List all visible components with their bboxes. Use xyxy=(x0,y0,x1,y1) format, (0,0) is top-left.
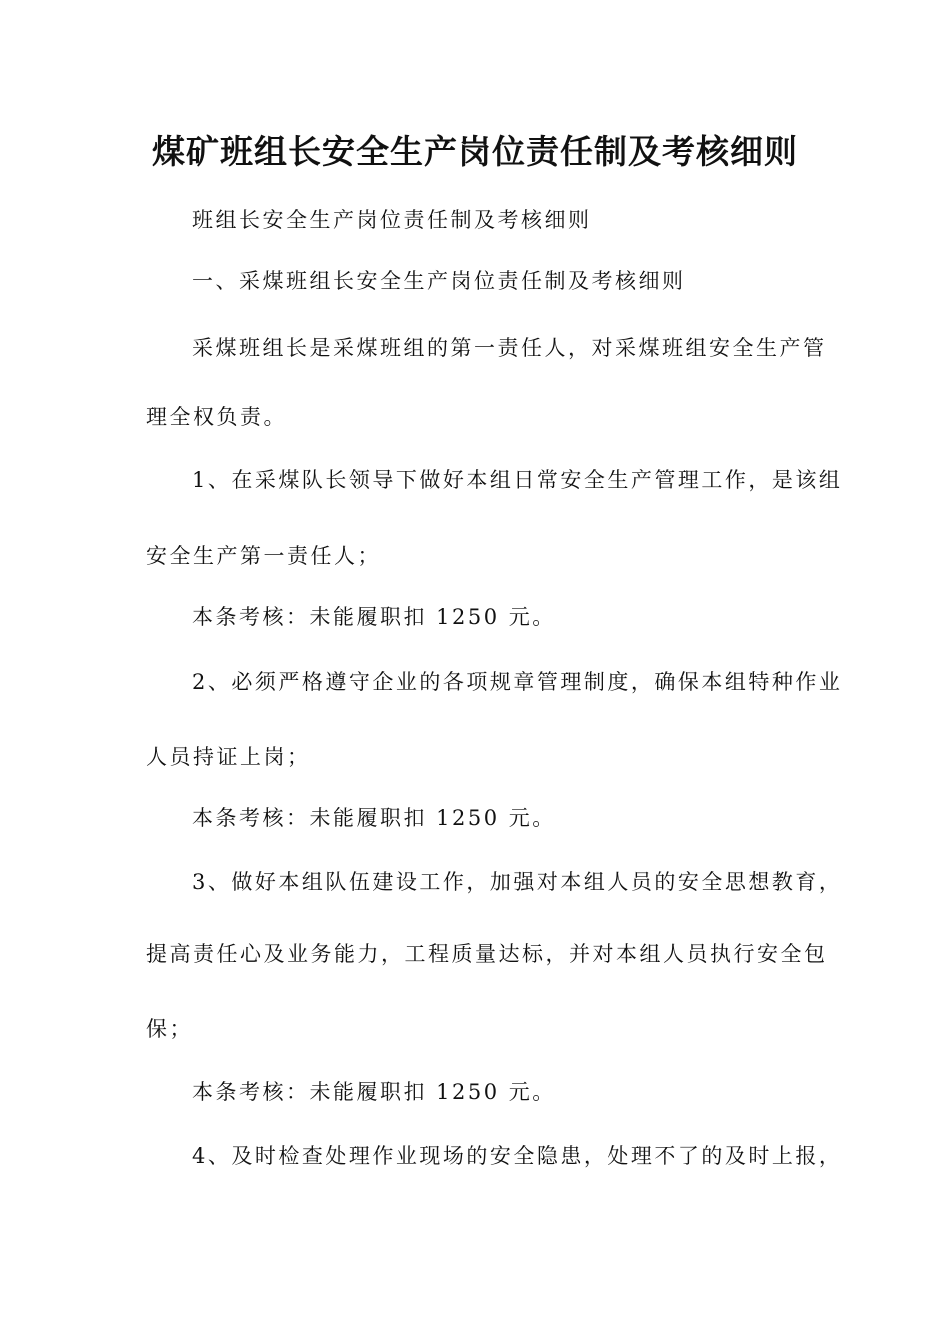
clause-line: 2、必须严格遵守企业的各项规章管理制度，确保本组特种作业 xyxy=(192,670,843,694)
clause-line: 3、做好本组队伍建设工作，加强对本组人员的安全思想教育， xyxy=(192,870,843,894)
clause-line: 保； xyxy=(146,1017,193,1041)
assessment-line: 本条考核：未能履职扣 1250 元。 xyxy=(192,605,556,629)
section-heading: 一、采煤班组长安全生产岗位责任制及考核细则 xyxy=(192,269,686,293)
clause-line: 提高责任心及业务能力，工程质量达标，并对本组人员执行安全包 xyxy=(146,942,828,966)
clause-line: 1、在采煤队长领导下做好本组日常安全生产管理工作，是该组 xyxy=(192,468,843,492)
paragraph-line: 理全权负责。 xyxy=(146,405,287,429)
document-title: 煤矿班组长安全生产岗位责任制及考核细则 xyxy=(152,132,798,171)
paragraph-line: 采煤班组长是采煤班组的第一责任人，对采煤班组安全生产管 xyxy=(192,336,827,360)
clause-line: 4、及时检查处理作业现场的安全隐患，处理不了的及时上报， xyxy=(192,1144,843,1168)
clause-line: 安全生产第一责任人； xyxy=(146,544,381,568)
assessment-line: 本条考核：未能履职扣 1250 元。 xyxy=(192,1080,556,1104)
subtitle-line: 班组长安全生产岗位责任制及考核细则 xyxy=(192,208,592,232)
clause-line: 人员持证上岗； xyxy=(146,745,311,769)
assessment-line: 本条考核：未能履职扣 1250 元。 xyxy=(192,806,556,830)
